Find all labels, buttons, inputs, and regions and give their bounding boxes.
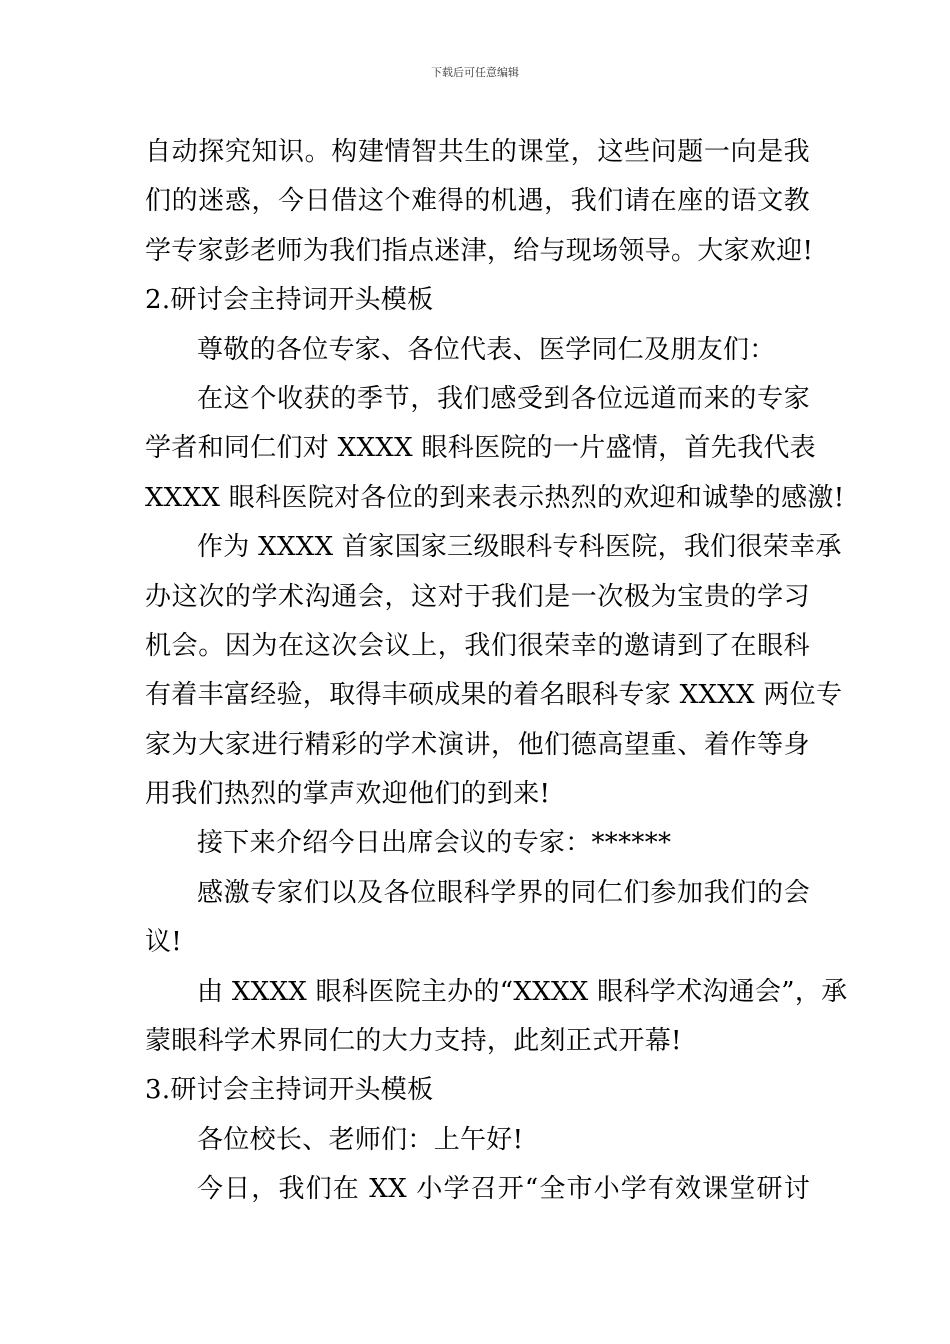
text-line: 各位校长、老师们：上午好! [197, 1124, 524, 1155]
text-line: 蒙眼科学术界同仁的大力支持，此刻正式开幕! [145, 1026, 682, 1057]
page-header-note: 下载后可任意编辑 [431, 66, 519, 79]
section-heading: 2.研讨会主持词开头模板 [145, 285, 434, 316]
text-line: 有着丰富经验，取得丰硕成果的着名眼科专家 XXXX 两位专 [145, 680, 843, 711]
text-line: 尊敬的各位专家、各位代表、医学同仁及朋友们： [197, 334, 776, 365]
text-line: 用我们热烈的掌声欢迎他们的到来! [145, 779, 551, 810]
text-line: 感激专家们以及各位眼科学界的同仁们参加我们的会 [197, 877, 810, 908]
text-line: 接下来介绍今日出席会议的专家：****** [197, 828, 672, 859]
section-heading: 3.研讨会主持词开头模板 [145, 1075, 434, 1106]
document-body [145, 128, 848, 1215]
text-line: 在这个收获的季节，我们感受到各位远道而来的专家 [197, 383, 810, 414]
text-line: XXXX 眼科医院对各位的到来表示热烈的欢迎和诚挚的感激! [145, 482, 845, 513]
text-line: 家为大家进行精彩的学术演讲，他们德高望重、着作等身 [145, 729, 810, 760]
text-line: 学专家彭老师为我们指点迷津，给与现场领导。大家欢迎! [145, 235, 814, 266]
text-line: 们的迷惑，今日借这个难得的机遇，我们请在座的语文教 [145, 186, 810, 217]
text-line: 办这次的学术沟通会，这对于我们是一次极为宝贵的学习 [145, 581, 810, 612]
text-line: 作为 XXXX 首家国家三级眼科专科医院，我们很荣幸承 [197, 532, 842, 563]
text-line: 由 XXXX 眼科医院主办的“XXXX 眼科学术沟通会”，承 [197, 976, 848, 1007]
text-line: 学者和同仁们对 XXXX 眼科医院的一片盛情，首先我代表 [145, 433, 816, 464]
text-line: 自动探究知识。构建情智共生的课堂，这些问题一向是我 [145, 137, 810, 167]
text-line: 今日，我们在 XX 小学召开“全市小学有效课堂研讨 [197, 1174, 810, 1205]
text-line: 机会。因为在这次会议上，我们很荣幸的邀请到了在眼科 [145, 630, 810, 661]
text-line: 议! [145, 927, 183, 958]
